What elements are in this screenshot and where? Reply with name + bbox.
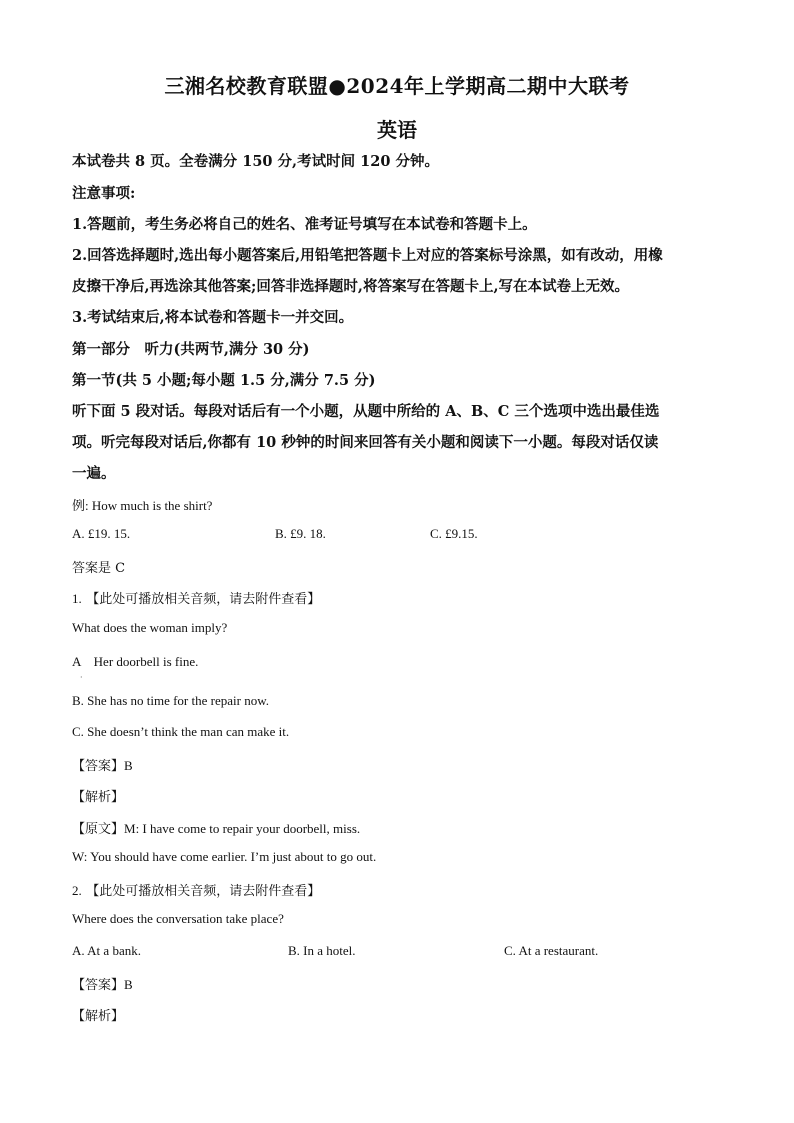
directions-line-1: 听下面 5 段对话。每段对话后有一个小题，从题中所给的 A、B、C 三个选项中选出最佳选 (72, 403, 660, 420)
directions-line-3: 一遍。 (72, 465, 116, 482)
answer-label: 【答案】 (72, 759, 125, 774)
question-2-analysis: 【解析】 (72, 1009, 125, 1024)
notice-label: 注意事项: (72, 185, 136, 202)
question-1-header (72, 588, 320, 607)
example-option-b: B. £9. 18. (275, 526, 326, 541)
question-1-option-c: C. She doesn’t think the man can make it. (72, 724, 290, 739)
question-2-answer (72, 974, 133, 993)
answer-value: B (124, 977, 133, 992)
stray-mark: · (80, 673, 83, 682)
example-question: 例: How much is the shirt? (72, 498, 213, 513)
question-2-option-a: A. At a bank. (72, 943, 141, 958)
notice-item-3: 3.考试结束后,将本试卷和答题卡一并交回。 (72, 309, 354, 326)
question-2-header (72, 880, 320, 899)
question-2-text: Where does the conversation take place? (72, 911, 284, 926)
question-2-option-b: B. In a hotel. (288, 943, 356, 958)
question-2-number: 2. (72, 883, 82, 898)
question-1-answer (72, 755, 133, 774)
example-option-a: A. £19. 15. (72, 526, 131, 541)
notice-item-2-line-2: 皮擦干净后,再选涂其他答案;回答非选择题时,将答案写在答题卡上,写在本试卷上无效。 (72, 278, 629, 295)
exam-title: 三湘名校教育联盟●2024年上学期高二期中大联考 (164, 74, 630, 98)
question-1-option-a: A Her doorbell is fine. (72, 654, 199, 669)
question-1-text: What does the woman imply? (72, 620, 228, 635)
question-2-audio-note: 【此处可播放相关音频，请去附件查看】 (86, 884, 321, 899)
question-1-transcript-m (72, 818, 360, 837)
question-1-audio-note: 【此处可播放相关音频，请去附件查看】 (86, 592, 321, 607)
example-answer: 答案是 C (72, 561, 126, 576)
exam-intro: 本试卷共 8 页。全卷满分 150 分,考试时间 120 分钟。 (72, 153, 439, 170)
subject-title: 英语 (377, 118, 417, 142)
question-1-number: 1. (72, 591, 82, 606)
part1-heading: 第一部分 听力(共两节,满分 30 分) (72, 341, 310, 358)
transcript-label: 【原文】 (72, 822, 125, 837)
transcript-m-line: M: I have come to repair your doorbell, miss. (124, 821, 361, 836)
notice-item-2-line-1: 2.回答选择题时,选出每小题答案后,用铅笔把答题卡上对应的答案标号涂黑，如有改动，用橡 (72, 247, 663, 264)
question-1-analysis: 【解析】 (72, 790, 125, 805)
example-option-c: C. £9.15. (430, 526, 478, 541)
directions-line-2: 项。听完每段对话后,你都有 10 秒钟的时间来回答有关小题和阅读下一小题。每段对话仅读 (72, 434, 659, 451)
answer-label: 【答案】 (72, 978, 125, 993)
notice-item-1: 1.答题前，考生务必将自己的姓名、准考证号填写在本试卷和答题卡上。 (72, 216, 537, 233)
question-2-option-c: C. At a restaurant. (504, 943, 599, 958)
question-1-transcript-w: W: You should have come earlier. I’m just about to go out. (72, 849, 377, 864)
question-1-option-b: B. She has no time for the repair now. (72, 693, 269, 708)
section1-heading: 第一节(共 5 小题;每小题 1.5 分,满分 7.5 分) (72, 372, 376, 389)
answer-value: B (124, 758, 133, 773)
